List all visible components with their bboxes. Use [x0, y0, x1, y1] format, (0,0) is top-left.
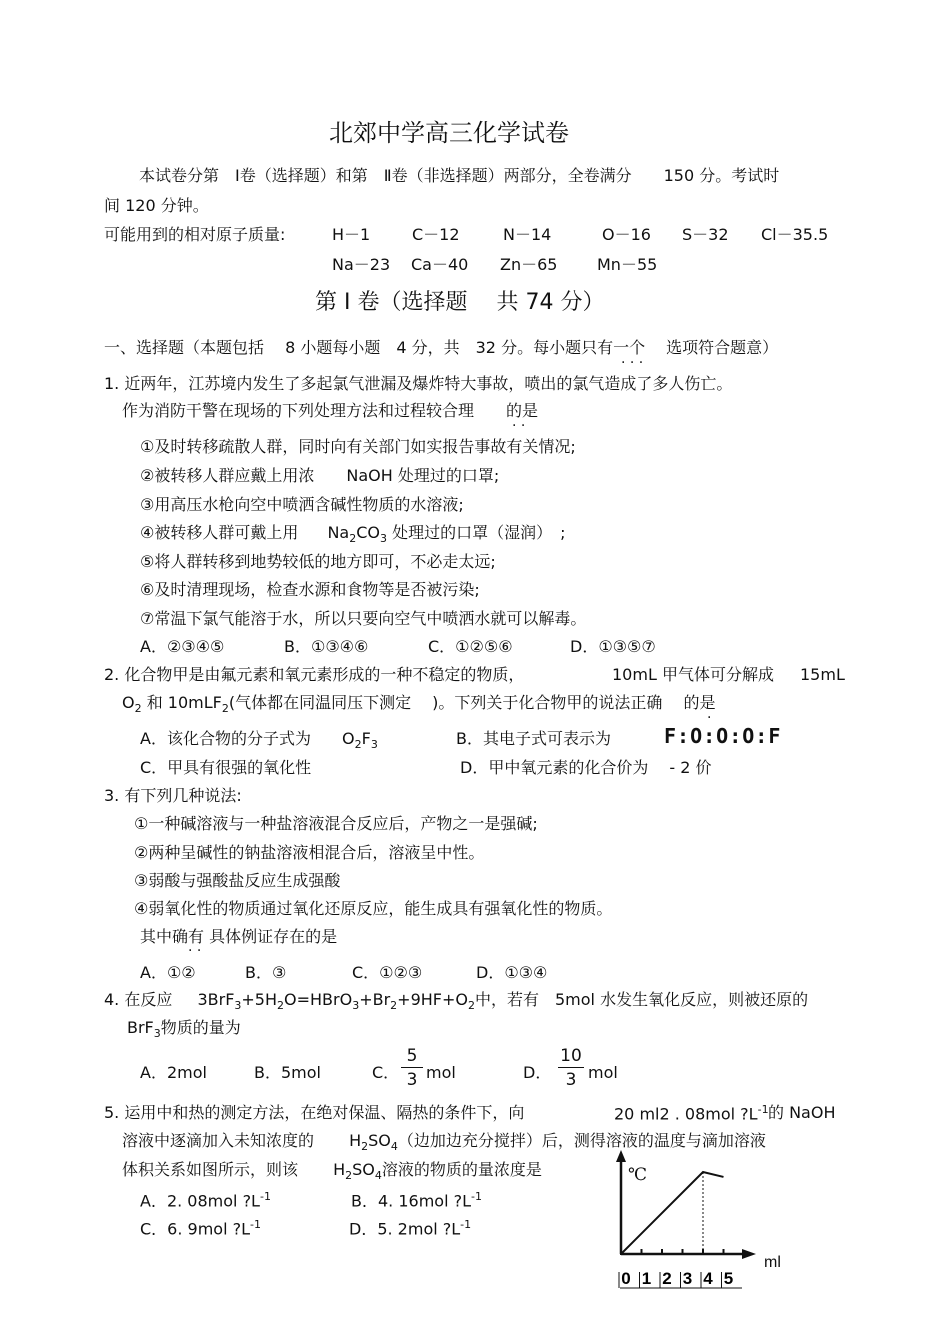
- q2-stem-1b: 10mL 甲气体可分解成: [612, 665, 774, 684]
- q1-stem-2: 作为消防干警在现场的下列处理方法和过程较合理 的是: [122, 401, 539, 420]
- q2-option-c[interactable]: C．甲具有很强的氧化性: [140, 758, 312, 777]
- q4-option-c[interactable]: C．: [372, 1063, 400, 1082]
- o2f3-formula: $O_2F_3$: [342, 729, 378, 752]
- atomic-mass-label: 可能用到的相对原子质量:: [104, 225, 286, 244]
- q3-item-2: ②两种呈碱性的钠盐溶液相混合后，溶液呈中性。: [134, 843, 485, 862]
- q4-stem-b: 中，若有 5mol 水发生氧化反应，则被还原的: [475, 990, 809, 1009]
- electron-formula: F:O:O:O:F: [664, 724, 782, 748]
- mass-c: C－12: [412, 225, 460, 244]
- intro-line-2: 间 120 分钟。: [104, 196, 209, 215]
- q5-stem-1b: [614, 1103, 769, 1124]
- x-tick-label: 0: [621, 1269, 631, 1288]
- x-tick-label: 1: [641, 1269, 652, 1288]
- q5-stem-3: [122, 1160, 542, 1182]
- q3-item-3: ③弱酸与强酸盐反应生成强酸: [134, 871, 341, 890]
- q1-option-a[interactable]: A．②③④⑤: [140, 637, 225, 656]
- q4-option-d[interactable]: D．: [523, 1063, 552, 1082]
- fraction-10-3: $\frac{10}{3}$: [558, 1046, 584, 1090]
- exponent: -1: [757, 1103, 769, 1116]
- emphasis-dot: · ·: [512, 418, 526, 434]
- mass-cl: Cl－35.5: [761, 225, 829, 244]
- f2-subscript: 2: [221, 702, 229, 716]
- q1-option-d[interactable]: D．①③⑤⑦: [570, 637, 656, 656]
- q1-item-5: ⑤将人群转移到地势较低的地方即可，不必走太远;: [140, 552, 496, 571]
- q5-stem-1a: 5. 运用中和热的测定方法，在绝对保温、隔热的条件下，向: [104, 1103, 525, 1122]
- x-tick-label: 4: [703, 1269, 713, 1288]
- o2-formula: $O_2$: [122, 693, 142, 716]
- q4-stem-2: [127, 1018, 241, 1040]
- reaction-equation: $3BrF_3+5H_2O=HBrO_3+Br_2+9HF+O_2$: [197, 990, 475, 1013]
- q1-item-4: [140, 523, 566, 545]
- q5-stem-2b: （边加边充分搅拌）后，测得溶液的温度与滴加溶液: [397, 1131, 766, 1150]
- q5-concentration: 20 ml2 . 08mol ?L: [614, 1104, 758, 1124]
- q4-stem-a: 4. 在反应: [104, 990, 173, 1009]
- mass-o: O－16: [602, 225, 651, 244]
- q5-stem-3a: 体积关系如图所示，则该: [122, 1160, 299, 1179]
- q2-stem-1c: 15mL: [800, 665, 845, 684]
- q3-option-a[interactable]: A．①②: [140, 963, 196, 982]
- q1-item-4-text: ④被转移人群可戴上用: [140, 523, 299, 542]
- q2-stem-2: [122, 693, 716, 715]
- emphasis-dot: · · ·: [621, 355, 644, 371]
- intro-line-1: 本试卷分第 Ⅰ卷（选择题）和第 Ⅱ卷（非选择题）两部分，全卷满分 150 分。考试时: [139, 166, 780, 185]
- q4-stem-2-text: 物质的量为: [160, 1018, 241, 1037]
- y-axis-label: ℃: [628, 1165, 648, 1185]
- q1-item-3: ③用高压水枪向空中喷洒含碱性物质的水溶液;: [140, 495, 464, 514]
- q3-option-d[interactable]: D．①③④: [476, 963, 548, 982]
- q5-option-c[interactable]: C．6. 9mol $?L^{-1}$: [140, 1218, 261, 1239]
- q3-item-1: ①一种碱溶液与一种盐溶液混合反应后，产物之一是强碱;: [134, 814, 538, 833]
- brf3-formula: BrF$_3$: [127, 1018, 161, 1041]
- q5-stem-1c: 的 NaOH: [768, 1103, 836, 1122]
- x-tick-label: 3: [682, 1269, 693, 1288]
- q5-option-b[interactable]: B．4. 16mol $?L^{-1}$: [351, 1190, 482, 1211]
- q3-item-4: ④弱氧化性的物质通过氧化还原反应，能生成具有强氧化性的物质。: [134, 899, 613, 918]
- q1-item-4-tail: 处理过的口罩（湿润） ;: [392, 523, 566, 542]
- page-title: 北郊中学高三化学试卷: [329, 119, 569, 147]
- q2-option-a[interactable]: [140, 729, 378, 751]
- q5-stem-2a: 溶液中逐滴加入未知浓度的: [122, 1131, 315, 1150]
- q1-item-2: ②被转移人群应戴上用浓 NaOH 处理过的口罩;: [140, 466, 500, 485]
- q3-option-b[interactable]: B．③: [245, 963, 287, 982]
- q5-stem-3b: 溶液的物质的量浓度是: [381, 1160, 542, 1179]
- mass-na: Na－23: [332, 255, 391, 274]
- q3-stem: 3. 有下列几种说法:: [104, 786, 242, 805]
- emphasis-dot: ·: [707, 710, 712, 726]
- h2so4-formula: $H_2SO_4$: [333, 1160, 382, 1183]
- q3-option-c[interactable]: C．①②③: [352, 963, 423, 982]
- h2so4-formula: $H_2SO_4$: [349, 1131, 398, 1154]
- q1-item-6: ⑥及时清理现场，检查水源和食物等是否被污染;: [140, 580, 480, 599]
- mass-mn: Mn－55: [597, 255, 658, 274]
- q2-option-a-text: A．该化合物的分子式为: [140, 729, 311, 748]
- part-1-heading: 一、选择题（本题包括 8 小题每小题 4 分，共 32 分。每小题只有一个 选项符合题意）: [104, 338, 779, 357]
- mass-s: S－32: [682, 225, 729, 244]
- x-tick-label: 5: [723, 1269, 734, 1288]
- mass-n: N－14: [503, 225, 552, 244]
- q4-option-b[interactable]: B．5mol: [254, 1063, 321, 1082]
- section-1-title: 第 Ⅰ 卷（选择题 共 74 分）: [315, 290, 605, 315]
- q2-stem-2b: (气体都在同温同压下测定 )。下列关于化合物甲的说法正确 的是: [228, 693, 716, 712]
- mass-zn: Zn－65: [500, 255, 558, 274]
- mass-h: H－1: [332, 225, 371, 244]
- y-axis-arrow: [616, 1150, 626, 1162]
- q4-option-d-unit: mol: [588, 1063, 618, 1082]
- q2-stem-2a: 和 10mLF: [146, 693, 222, 712]
- x-axis-arrow: [742, 1249, 756, 1259]
- q5-option-a[interactable]: A．2. 08mol $?L^{-1}$: [140, 1190, 271, 1211]
- fraction-5-3: $\frac{5}{3}$: [401, 1046, 423, 1090]
- emphasis-dot: · ·: [188, 943, 202, 959]
- q3-ask: 其中确有 具体例证存在的是: [140, 927, 338, 946]
- q2-option-b[interactable]: B．其电子式可表示为: [456, 729, 611, 748]
- q2-stem-1a: 2. 化合物甲是由氟元素和氧元素形成的一种不稳定的物质，: [104, 665, 525, 684]
- q1-stem-1: 1. 近两年，江苏境内发生了多起氯气泄漏及爆炸特大事故，喷出的氯气造成了多人伤亡。: [104, 374, 733, 393]
- q4-option-a[interactable]: A．2mol: [140, 1063, 207, 1082]
- na2co3-formula: $Na_2CO_3$: [327, 523, 387, 546]
- temperature-volume-chart: [600, 1150, 800, 1300]
- q2-option-d[interactable]: D．甲中氧元素的化合价为 - 2 价: [460, 758, 712, 777]
- x-axis-label: ml: [764, 1254, 781, 1271]
- q1-option-c[interactable]: C．①②⑤⑥: [428, 637, 513, 656]
- q5-option-d[interactable]: D．5. 2mol $?L^{-1}$: [349, 1218, 472, 1239]
- q1-item-7: ⑦常温下氯气能溶于水，所以只要向空气中喷洒水就可以解毒。: [140, 609, 587, 628]
- mass-ca: Ca－40: [411, 255, 469, 274]
- q1-item-1: ①及时转移疏散人群，同时向有关部门如实报告事故有关情况;: [140, 437, 576, 456]
- q4-option-c-unit: mol: [426, 1063, 456, 1082]
- q1-option-b[interactable]: B．①③④⑥: [284, 637, 369, 656]
- q4-stem-1: [104, 990, 808, 1012]
- x-tick-label: 2: [662, 1269, 672, 1288]
